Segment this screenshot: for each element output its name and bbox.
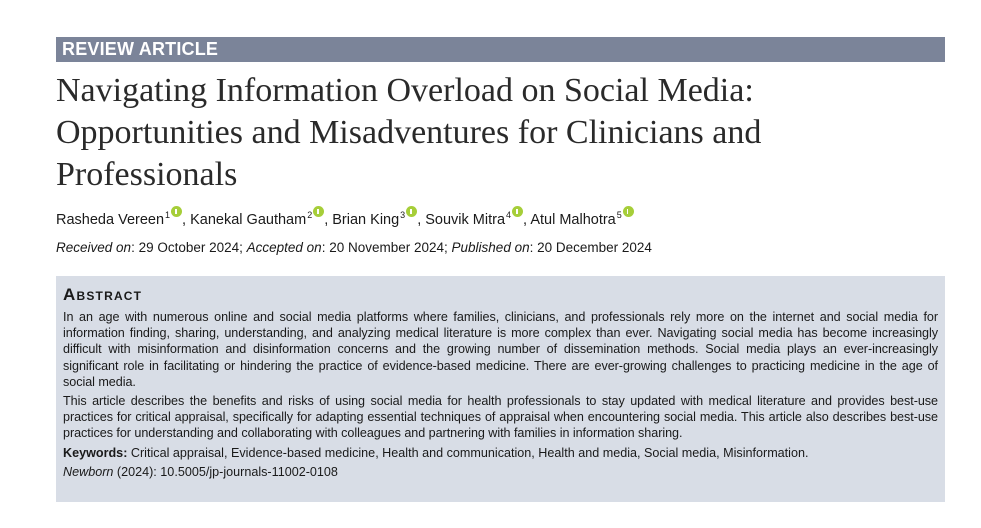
keywords-list: Critical appraisal, Evidence-based medicine, Health and communication, Health and media, Social media, Misinformation. (127, 445, 809, 460)
abstract-box (56, 276, 945, 502)
author-separator: , (523, 212, 531, 228)
author-separator: , (182, 212, 191, 228)
author-name: Souvik Mitra (425, 212, 506, 228)
author-name: Kanekal Gautham (190, 212, 307, 228)
keywords-label: Keywords: (63, 445, 128, 460)
abstract-paragraph: In an age with numerous online and social media platforms where families, clinicians, and professionals rely more on the internet and social media for information finding, sharing, understanding, and analyzing medical literature is more complex than ever. Navigating social media has become increasingly difficult with misinformation and disinformation concerns and the growing number of dissemination methods. Social media plays an ever-increasingly significant role in facilitating or hindering the practice of evidence-based medicine. There are ever-growing challenges to practicing medicine in the age of social media. (63, 310, 938, 389)
abstract-paragraph: This article describes the benefits and risks of using social media for health professionals to stay updated with medical literature and provides best-use practices for critical appraisal, specifically for adapting essential techniques of appraisal when encountering social media. This article also describes best-use practices for understanding and collaborating with colleagues and partnering with families in information sharing. (63, 394, 938, 441)
orcid-icon[interactable] (623, 206, 634, 217)
title-line: Navigating Information Overload on Social Media: (56, 72, 754, 109)
author-separator: , (324, 212, 333, 228)
author-name: Brian King (332, 212, 400, 228)
affiliation-number: 1 (165, 210, 171, 220)
author-separator: , (417, 212, 426, 228)
accepted-date: : 20 November 2024; (321, 240, 452, 255)
orcid-icon[interactable] (406, 206, 417, 217)
author[interactable] (530, 212, 633, 228)
author-name: Rasheda Vereen (56, 212, 165, 228)
published-label: Published on (451, 240, 530, 255)
affiliation-number: 5 (616, 210, 622, 220)
author[interactable] (56, 212, 190, 228)
author-list (56, 205, 634, 230)
author[interactable] (190, 212, 332, 228)
orcid-icon[interactable] (313, 206, 324, 217)
citation (63, 464, 938, 481)
published-date: : 20 December 2024 (529, 240, 652, 255)
affiliation-number: 4 (506, 210, 512, 220)
abstract-heading: Abstract (63, 285, 143, 304)
received-date: : 29 October 2024; (131, 240, 247, 255)
affiliation-number: 2 (307, 210, 313, 220)
title-line: Professionals (56, 156, 238, 193)
affiliation-number: 3 (400, 210, 406, 220)
received-label: Received on (56, 240, 132, 255)
citation-details[interactable]: (2024): 10.5005/jp-journals-11002-0108 (113, 464, 338, 479)
article-title (56, 70, 936, 196)
author[interactable] (332, 212, 425, 228)
publication-dates (56, 239, 652, 257)
citation-journal: Newborn (63, 464, 114, 479)
orcid-icon[interactable] (171, 206, 182, 217)
author[interactable] (425, 212, 530, 228)
title-line: Opportunities and Misadventures for Clinicians and (56, 114, 762, 151)
keywords (63, 445, 938, 462)
orcid-icon[interactable] (512, 206, 523, 217)
accepted-label: Accepted on (246, 240, 322, 255)
author-name: Atul Malhotra (530, 212, 616, 228)
article-type-banner: REVIEW ARTICLE (56, 37, 945, 62)
